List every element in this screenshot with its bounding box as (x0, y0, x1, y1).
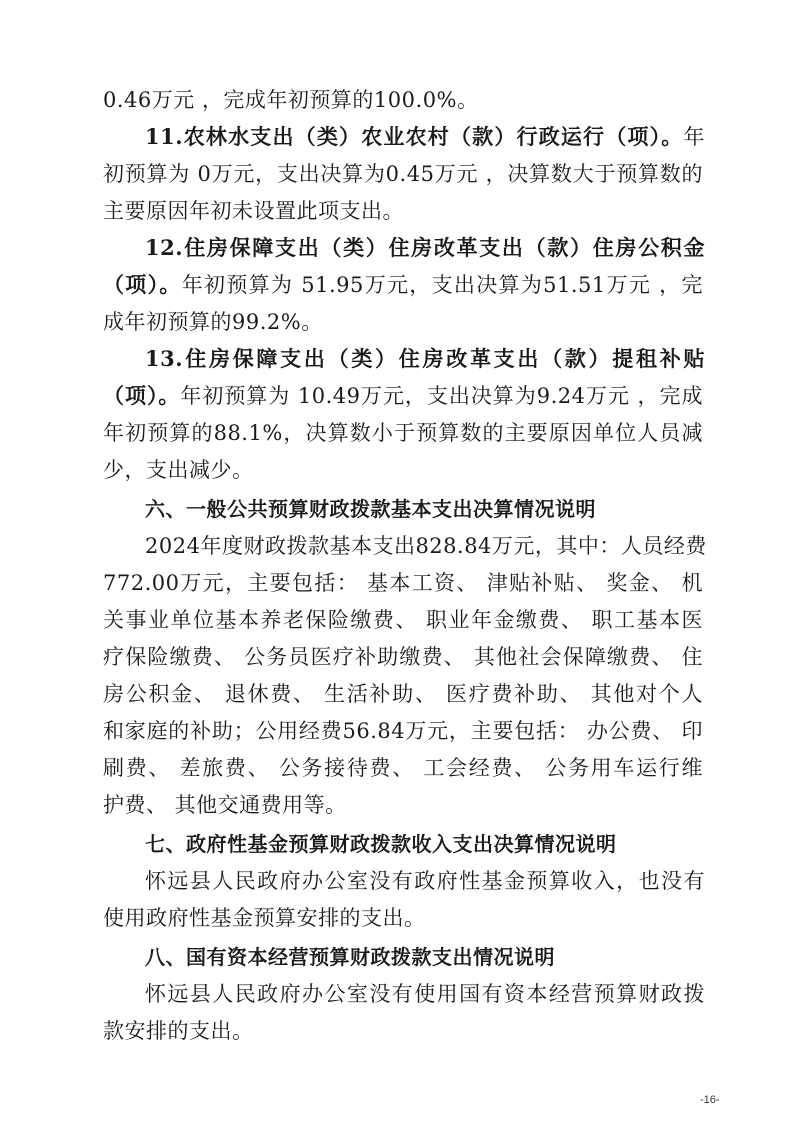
body-line: 关事业单位基本养老保险缴费、 职业年金缴费、 职工基本医 (103, 608, 703, 632)
section-heading-6: 六、一般公共预算财政拨款基本支出决算情况说明 (145, 497, 596, 521)
item-heading-13: 13.住房保障支出（类）住房改革支出（款）提租补贴 (145, 346, 705, 371)
body-line: 怀远县人民政府办公室没有使用国有资本经营预算财政拨 (145, 982, 705, 1006)
body-line: 年初预算的88.1%，决算数小于预算数的主要原因单位人员减 (103, 421, 703, 445)
body-line: 护费、 其他交通费用等。 (103, 793, 347, 817)
body-line: 0.46万元 ，完成年初预算的100.0%。 (103, 88, 479, 112)
page-number: -16- (700, 1094, 720, 1106)
item-heading-12: 12.住房保障支出（类）住房改革支出（款）住房公积金 (145, 235, 705, 260)
item-heading-11: 11.农林水支出（类）农业农村（款）行政运行（项）。年 (145, 124, 705, 149)
body-line: （项）。年初预算为 10.49万元，支出决算为9.24万元 ，完成 (103, 383, 703, 408)
body-line: 成年初预算的99.2%。 (103, 310, 323, 334)
body-line: 772.00万元，主要包括： 基本工资、 津贴补贴、 奖金、 机 (103, 571, 703, 595)
body-line: 主要原因年初未设置此项支出。 (103, 199, 404, 223)
body-line: 怀远县人民政府办公室没有政府性基金预算收入，也没有 (145, 869, 705, 893)
body-line: 疗保险缴费、 公务员医疗补助缴费、 其他社会保障缴费、 住 (103, 645, 703, 669)
body-line: 和家庭的补助；公用经费56.84万元，主要包括： 办公费、 印 (103, 719, 703, 743)
body-line: 款安排的支出。 (103, 1019, 254, 1043)
section-heading-7: 七、政府性基金预算财政拨款收入支出决算情况说明 (145, 832, 617, 856)
body-line: 使用政府性基金预算安排的支出。 (103, 906, 426, 930)
body-line: 2024年度财政拨款基本支出828.84万元，其中：人员经费 (145, 534, 707, 558)
body-line: 少，支出减少。 (103, 458, 254, 482)
body-line: 刷费、 差旅费、 公务接待费、 工会经费、 公务用车运行维 (103, 756, 703, 780)
section-heading-8: 八、国有资本经营预算财政拨款支出情况说明 (145, 945, 555, 969)
body-line: 房公积金、 退休费、 生活补助、 医疗费补助、 其他对个人 (103, 682, 703, 706)
body-line: （项）。年初预算为 51.95万元，支出决算为51.51万元 ，完 (103, 272, 703, 297)
body-line: 初预算为 0万元，支出决算为0.45万元 ，决算数大于预算数的 (103, 162, 703, 186)
